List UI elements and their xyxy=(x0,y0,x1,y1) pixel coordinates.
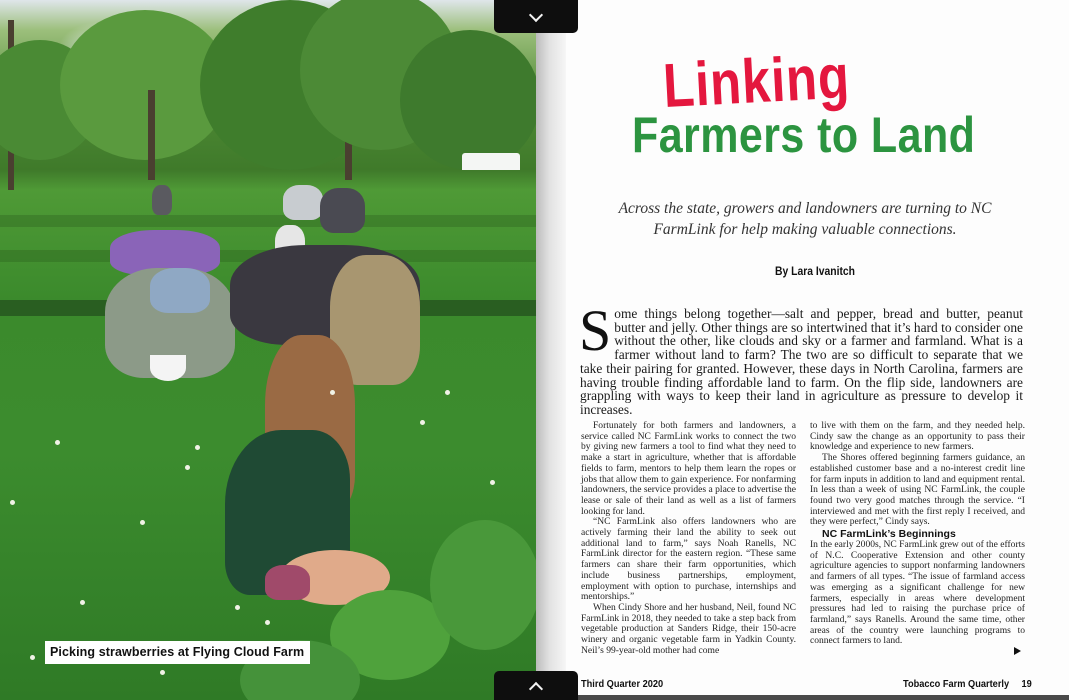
berry-bucket xyxy=(150,355,186,381)
tree-trunk xyxy=(148,90,155,180)
chevron-up-icon xyxy=(529,681,543,695)
picker xyxy=(150,268,210,313)
page-number: 19 xyxy=(1021,678,1032,690)
body-column-right xyxy=(810,421,1025,647)
strawberry-leaves xyxy=(430,520,536,650)
chevron-down-icon xyxy=(529,7,543,21)
tree xyxy=(400,30,536,170)
photo-caption: Picking strawberries at Flying Cloud Farm xyxy=(50,645,305,659)
body-paragraph: to live with them on the farm, and they needed help. Cindy saw the change as an opportunity to pass their knowledge and experience to new farmers. xyxy=(810,420,1025,453)
body-column-left xyxy=(581,421,796,656)
clover-flower xyxy=(195,445,200,450)
clover-flower xyxy=(265,620,270,625)
clover-flower xyxy=(185,465,190,470)
clover-flower xyxy=(490,480,495,485)
folio-publication xyxy=(903,678,1032,690)
title-line-linking: Linking xyxy=(661,42,852,121)
body-paragraph: The Shores offered beginning farmers guidance, an established customer base and a no-interest credit line for farm inputs in addition to land and equipment rental. In less than a week of using NC FarmLink, the couple found two very good matches through the service. “I interviewed and met with the first reply I received, and they were perfect,” Cindy says. xyxy=(810,452,1025,528)
clover-flower xyxy=(80,600,85,605)
continue-triangle-icon xyxy=(1014,647,1021,655)
body-paragraph: Fortunately for both farmers and landowners, a service called NC FarmLink works to connect the two by giving new farmers a tool to find what they need to make a start in agriculture, whether that is affordable fields to farm, mentors to help them learn the ropes or jobs that allow them to gain experience. For nonfarming landowners, the service provides a place to advertise the lease or sale of their land as well as a list of farmers looking for land. xyxy=(581,420,797,517)
clover-flower xyxy=(445,390,450,395)
clover-flower xyxy=(160,670,165,675)
clover-flower xyxy=(235,605,240,610)
drop-cap: S xyxy=(579,298,612,363)
byline: By Lara Ivanitch xyxy=(775,266,855,278)
page-bottom-edge xyxy=(566,695,1069,700)
clover-flower xyxy=(330,390,335,395)
hoop-tunnel xyxy=(462,153,520,170)
previous-page-button[interactable] xyxy=(494,0,578,33)
section-subhead: NC FarmLink’s Beginnings xyxy=(822,528,956,541)
body-paragraph: When Cindy Shore and her husband, Neil, found NC FarmLink in 2018, they needed to take a step back from vegetable production at Sanders Ridge, their 150-acre winery and organic vegetable farm in Yadkin County. Neil’s 99-year-old mother had come xyxy=(581,601,796,656)
title-line-farmers-to-land: Farmers to Land xyxy=(632,107,976,163)
clover-flower xyxy=(30,655,35,660)
lede-paragraph xyxy=(579,298,1023,417)
publication-name: Tobacco Farm Quarterly xyxy=(903,678,1010,690)
body-paragraph: In the early 2000s, NC FarmLink grew out of the efforts of N.C. Cooperative Extension and other county agriculture agencies to support nonfarming landowners and farmers of all types. “The issue of farmland access was emerging as a significant challenge for new farmers, especially in areas where development pressures had led to raising the purchase price of farmland,” says Ranells. Around the same time, other areas of the country were launching programs to connect farmers to land. xyxy=(810,539,1025,647)
picker xyxy=(152,185,172,215)
next-page-button[interactable] xyxy=(494,671,578,700)
clover-flower xyxy=(140,520,145,525)
body-paragraph: “NC FarmLink also offers landowners who are actively farming their land the ability to seek out additional land to farm,” says Noah Ranells, NC FarmLink director for the eastern region. “These same farmers can share their farm opportunities, which include business partnerships, employment, employment with option to purchase, internships and mentorships.” xyxy=(581,516,796,603)
folio-issue: Third Quarter 2020 xyxy=(581,678,664,690)
clover-flower xyxy=(55,440,60,445)
page-gutter xyxy=(536,0,566,700)
picker xyxy=(320,188,365,233)
clover-flower xyxy=(420,420,425,425)
picker xyxy=(283,185,323,220)
article-title xyxy=(630,42,1000,168)
lede-text: ome things belong together—salt and pepper, bread and butter, peanut butter and jelly. Other things are so intertwined that it’s hard to consider one without the other, like clouds and sky or a farmer and farmland. What is a farmer without land to farm? The two are so difficult to separate that we take their pairing for granted. However, these days in North Carolina, farmers are having trouble finding affordable land to farm. On the flip side, landowners are grappling with ways to keep their land in agriculture as pressure to develop it increases. xyxy=(580,306,1023,417)
clover-flower xyxy=(10,500,15,505)
field-row xyxy=(0,215,536,227)
article-deck: Across the state, growers and landowners are turning to NC FarmLink for help making valuable connections. xyxy=(618,200,992,238)
photo-caption-box xyxy=(45,641,310,664)
picker-shorts xyxy=(265,565,310,600)
